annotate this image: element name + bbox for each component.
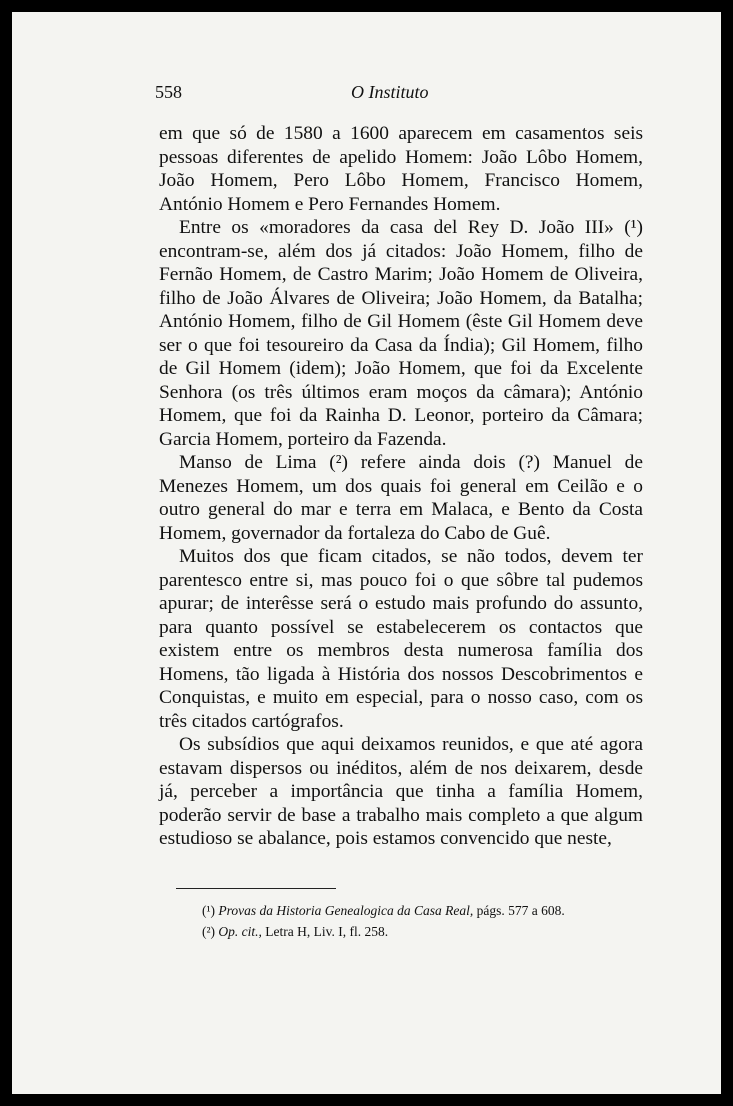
book-page	[12, 12, 721, 1094]
footnote-marker: (²)	[202, 924, 216, 939]
paragraph-4: Muitos dos que ficam citados, se não todos, devem ter parentesco entre si, mas pouco foi o que sôbre tal pudemos apurar; de interêsse será o estudo mais profundo do assunto, para quanto possível se estabelecerem os contactos que existem entre os membros desta numerosa família dos Homens, tão ligada à História dos nossos Descobrimentos e Conquistas, e muito em especial, para o nosso caso, com os três citados cartógrafos.	[159, 546, 643, 732]
footnote-1	[202, 900, 652, 921]
footnote-marker: (¹)	[202, 903, 216, 918]
footnote-2	[202, 921, 652, 942]
page-header	[155, 82, 643, 108]
running-title: O Instituto	[351, 82, 429, 102]
paragraph-1: em que só de 1580 a 1600 aparecem em casamentos seis pessoas diferentes de apelido Homem: João Lôbo Homem, João Homem, Pero Lôbo Homem, Francisco Homem, António Homem e Pero Fernandes Homem.	[159, 123, 643, 215]
footnote-divider	[176, 888, 336, 889]
footnote-reference: Letra H, Liv. I, fl. 258.	[265, 924, 389, 939]
body-text	[159, 122, 643, 851]
page-number: 558	[155, 82, 182, 102]
paragraph-2: Entre os «moradores da casa del Rey D. João III» (¹) encontram-se, além dos já citados: João Homem, filho de Fernão Homem, de Castro Marim; João Homem de Oliveira, filho de João Álvares de Oliveira; João Homem, da Batalha; António Homem, filho de Gil Homem (êste Gil Homem deve ser o que foi tesoureiro da Casa da Índia); Gil Homem, filho de Gil Homem (idem); João Homem, que foi da Excelente Senhora (os três últimos eram moços da câmara); António Homem, que foi da Rainha D. Leonor, porteiro da Câmara; Garcia Homem, porteiro da Fazenda.	[159, 217, 643, 450]
footnote-reference: págs. 577 a 608.	[476, 903, 565, 918]
footnote-title: Op. cit.,	[218, 924, 262, 939]
paragraph-3: Manso de Lima (²) refere ainda dois (?) Manuel de Menezes Homem, um dos quais foi general em Ceilão e o outro general do mar e terra em Malaca, e Bento da Costa Homem, governador da fortaleza do Cabo de Guê.	[159, 452, 643, 544]
footnote-title: Provas da Historia Genealogica da Casa Real,	[218, 903, 474, 918]
paragraph-5: Os subsídios que aqui deixamos reunidos, e que até agora estavam dispersos ou inéditos, além de nos deixarem, desde já, perceber a importância que tinha a família Homem, poderão servir de base a trabalho mais completo a que algum estudioso se abalance, pois estamos convencido que neste,	[159, 734, 643, 849]
footnotes	[202, 900, 652, 942]
